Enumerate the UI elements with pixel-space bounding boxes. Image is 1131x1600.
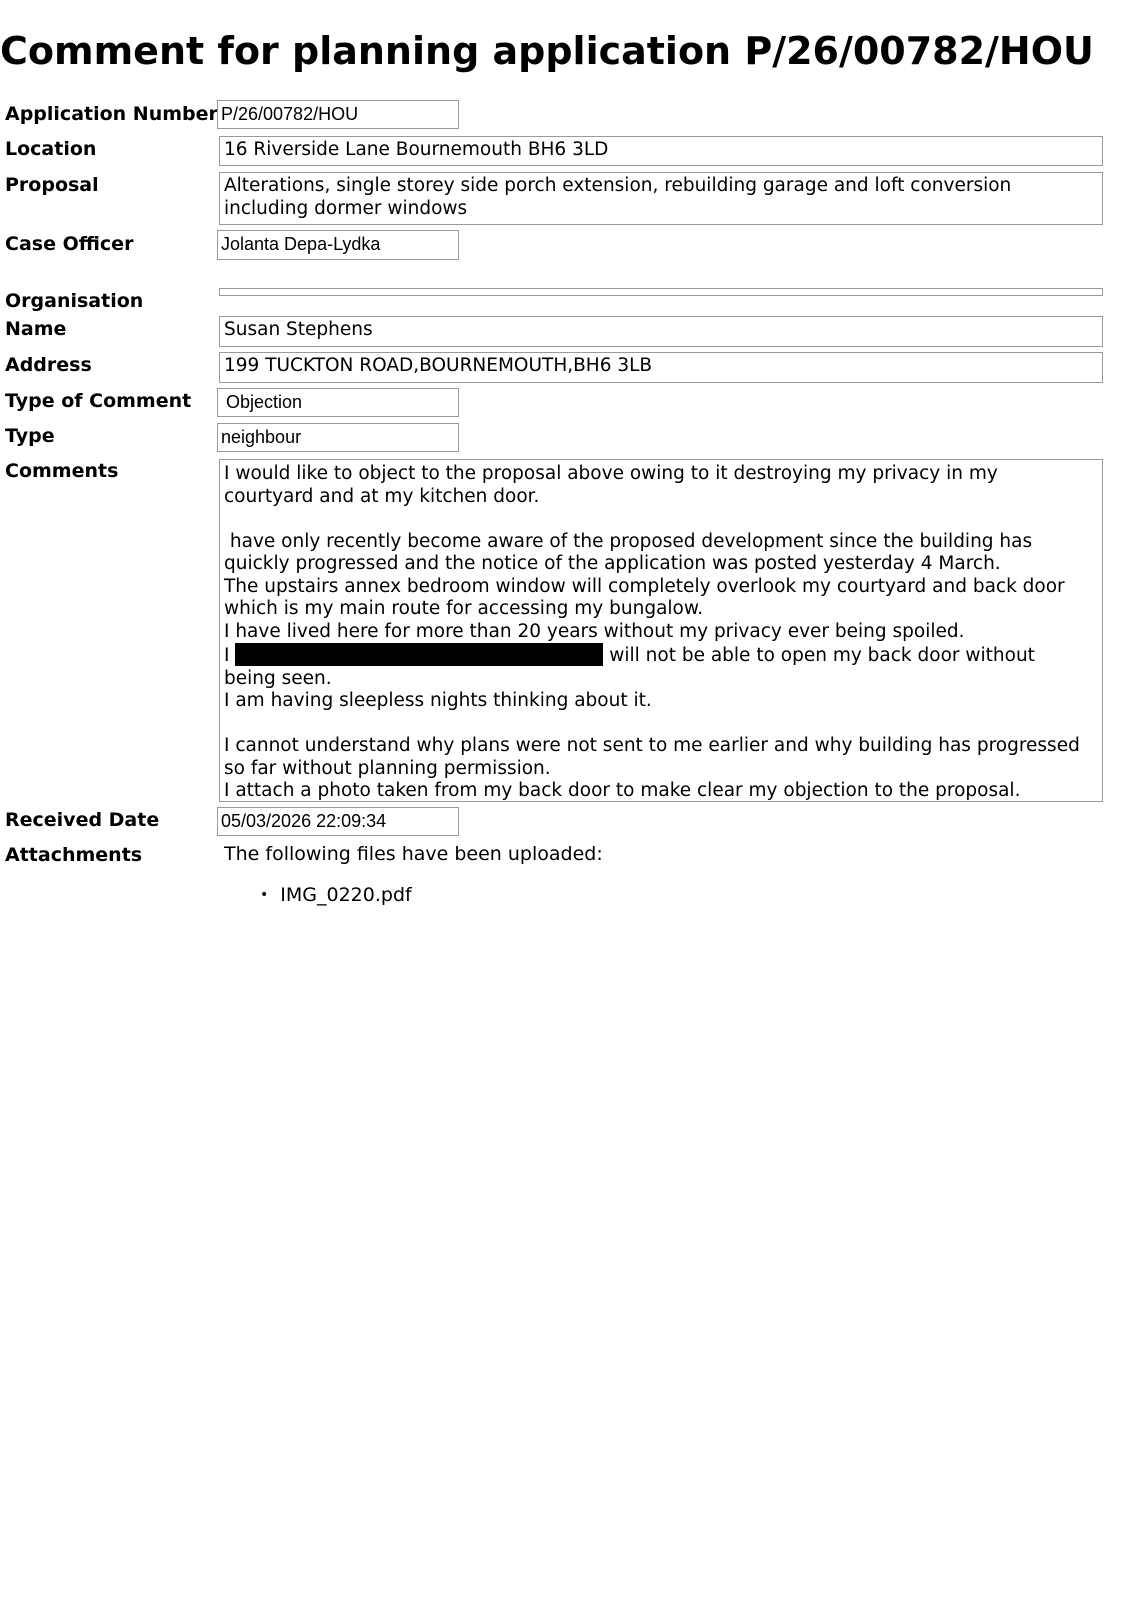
redaction-block: [235, 643, 603, 666]
attachments-list: [260, 883, 412, 907]
name-field: Susan Stephens: [219, 316, 1103, 347]
location-field: 16 Riverside Lane Bournemouth BH6 3LD: [219, 136, 1103, 166]
case-officer-label: Case Officer: [5, 233, 134, 255]
application-number-label: Application Number: [5, 103, 218, 125]
case-officer-field: Jolanta Depa-Lydka: [217, 230, 459, 260]
type-field: neighbour: [217, 423, 459, 452]
name-label: Name: [5, 318, 67, 340]
received-date-label: Received Date: [5, 809, 160, 831]
attachments-intro: The following files have been uploaded:: [224, 843, 603, 865]
proposal-field: Alterations, single storey side porch extension, rebuilding garage and loft conversion including dormer windows: [219, 172, 1103, 225]
page-title: Comment for planning application P/26/00782/HOU: [0, 29, 1094, 73]
organisation-label: Organisation: [5, 290, 144, 312]
proposal-label: Proposal: [5, 174, 99, 196]
type-label: Type: [5, 425, 55, 447]
attachment-file-link[interactable]: • IMG_0220.pdf: [260, 883, 412, 907]
address-field: 199 TUCKTON ROAD,BOURNEMOUTH,BH6 3LB: [219, 352, 1103, 383]
attachments-label: Attachments: [5, 844, 143, 866]
organisation-field: [219, 288, 1103, 296]
address-label: Address: [5, 354, 92, 376]
comments-text-part1: I would like to object to the proposal above owing to it destroying my privacy in my courtyard and at my kitchen door. have only recently become aware of the proposed development since the building has quickly progressed and the notice of the application was posted yesterday 4 March. The upstairs annex bedroom window will completely overlook my courtyard and back door which is my main route for accessing my bungalow. I have lived here for more than 20 years without my privacy ever being spoiled. I: [224, 463, 1065, 666]
type-of-comment-field: Objection: [217, 388, 459, 417]
received-date-field: 05/03/2026 22:09:34: [217, 807, 459, 836]
comments-label: Comments: [5, 460, 119, 482]
application-number-field: P/26/00782/HOU: [217, 100, 459, 129]
type-of-comment-label: Type of Comment: [5, 390, 192, 412]
comments-field: [219, 459, 1103, 802]
comments-text-part2: will not be able to open my back door without being seen. I am having sleepless nights thinking about it. I cannot understand why plans were not sent to me earlier and why building has progressed so far without planning permission. I attach a photo taken from my back door to make clear my objection to the proposal.: [224, 645, 1080, 801]
location-label: Location: [5, 138, 97, 160]
